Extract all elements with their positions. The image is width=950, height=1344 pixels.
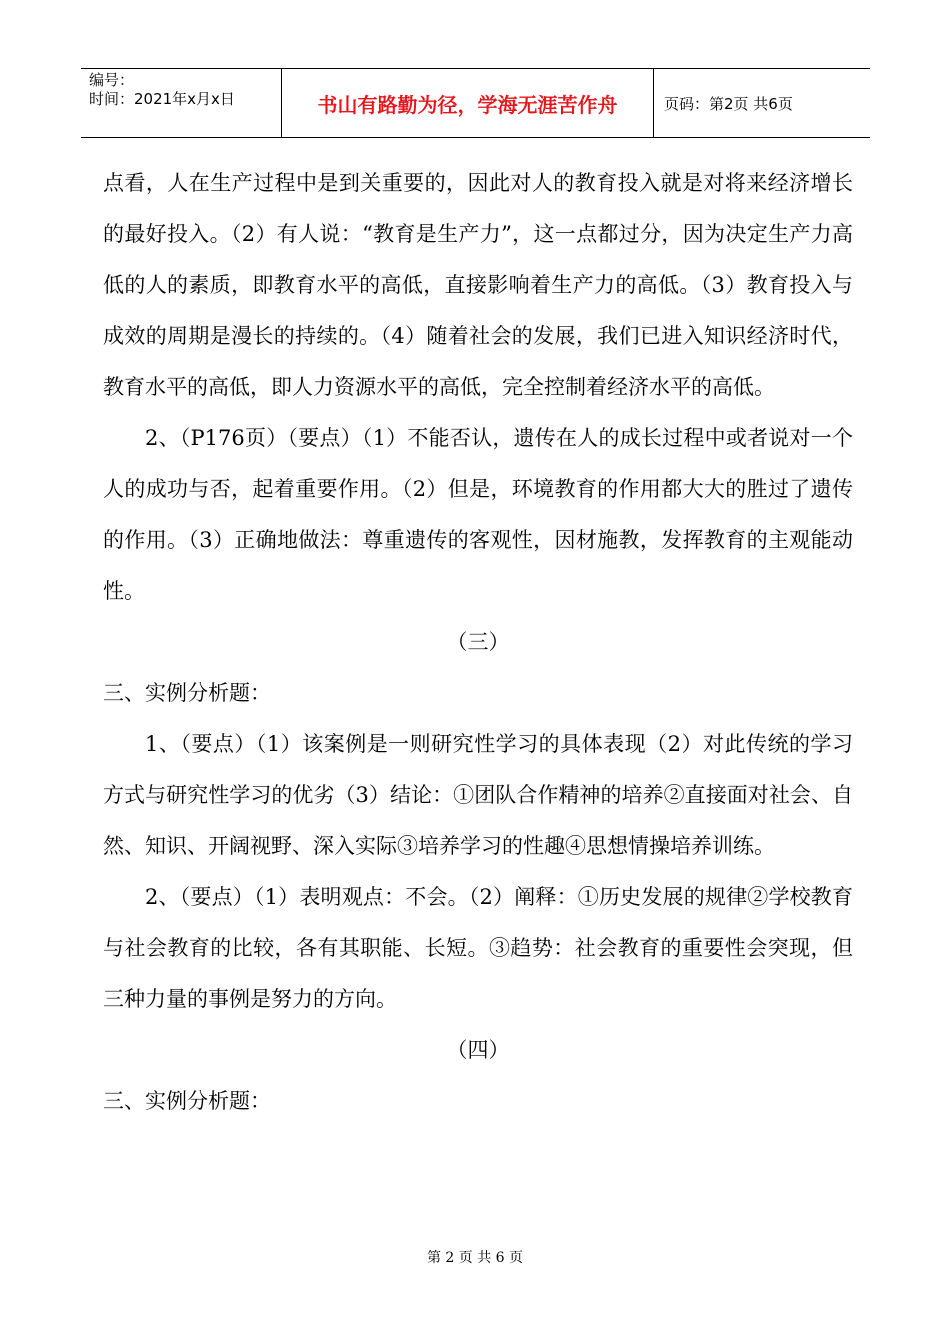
page-footer: 第 2 页 共 6 页 xyxy=(426,1250,524,1266)
document-body xyxy=(103,158,853,1127)
paragraph: 2、（要点）（1）表明观点：不会。（2）阐释：①历史发展的规律②学校教育与社会教育的比较，各有其职能、长短。③趋势：社会教育的重要性会突现，但三种力量的事例是努力的方向。 xyxy=(103,885,853,1011)
document-date-label: 时间：2021年x月x日 xyxy=(89,90,235,108)
document-number-label: 编号： xyxy=(89,71,135,89)
paragraph: 2、（P176页）（要点）（1）不能否认，遗传在人的成长过程中或者说对一个人的成功与否，起着重要作用。（2）但是，环境教育的作用都大大的胜过了遗传的作用。（3）正确地做法：尊重遗传的客观性，因材施教，发挥教育的主观能动性。 xyxy=(103,426,853,603)
header-page-number: 页码：第2页 共6页 xyxy=(664,94,793,113)
header-motto: 书山有路勤为径，学海无涯苦作舟 xyxy=(282,69,654,137)
page-header xyxy=(81,68,870,138)
section-heading: （三） xyxy=(446,630,510,654)
question-heading: 三、实例分析题： xyxy=(103,681,271,705)
paragraph: 1、（要点）（1）该案例是一则研究性学习的具体表现（2）对此传统的学习方式与研究性学习的优劣（3）结论：①团队合作精神的培养②直接面对社会、自然、知识、开阔视野、深入实际③培养学习的性趣④思想情操培养训练。 xyxy=(103,732,853,858)
header-info-cell xyxy=(81,69,282,137)
section-heading: （四） xyxy=(446,1038,510,1062)
question-heading: 三、实例分析题： xyxy=(103,1089,271,1113)
paragraph: 点看，人在生产过程中是到关重要的，因此对人的教育投入就是对将来经济增长的最好投入。（2）有人说：“教育是生产力”，这一点都过分，因为决定生产力高低的人的素质，即教育水平的高低，直接影响着生产力的高低。（3）教育投入与成效的周期是漫长的持续的。（4）随着社会的发展，我们已进入知识经济时代，教育水平的高低，即人力资源水平的高低，完全控制着经济水平的高低。 xyxy=(103,171,853,399)
